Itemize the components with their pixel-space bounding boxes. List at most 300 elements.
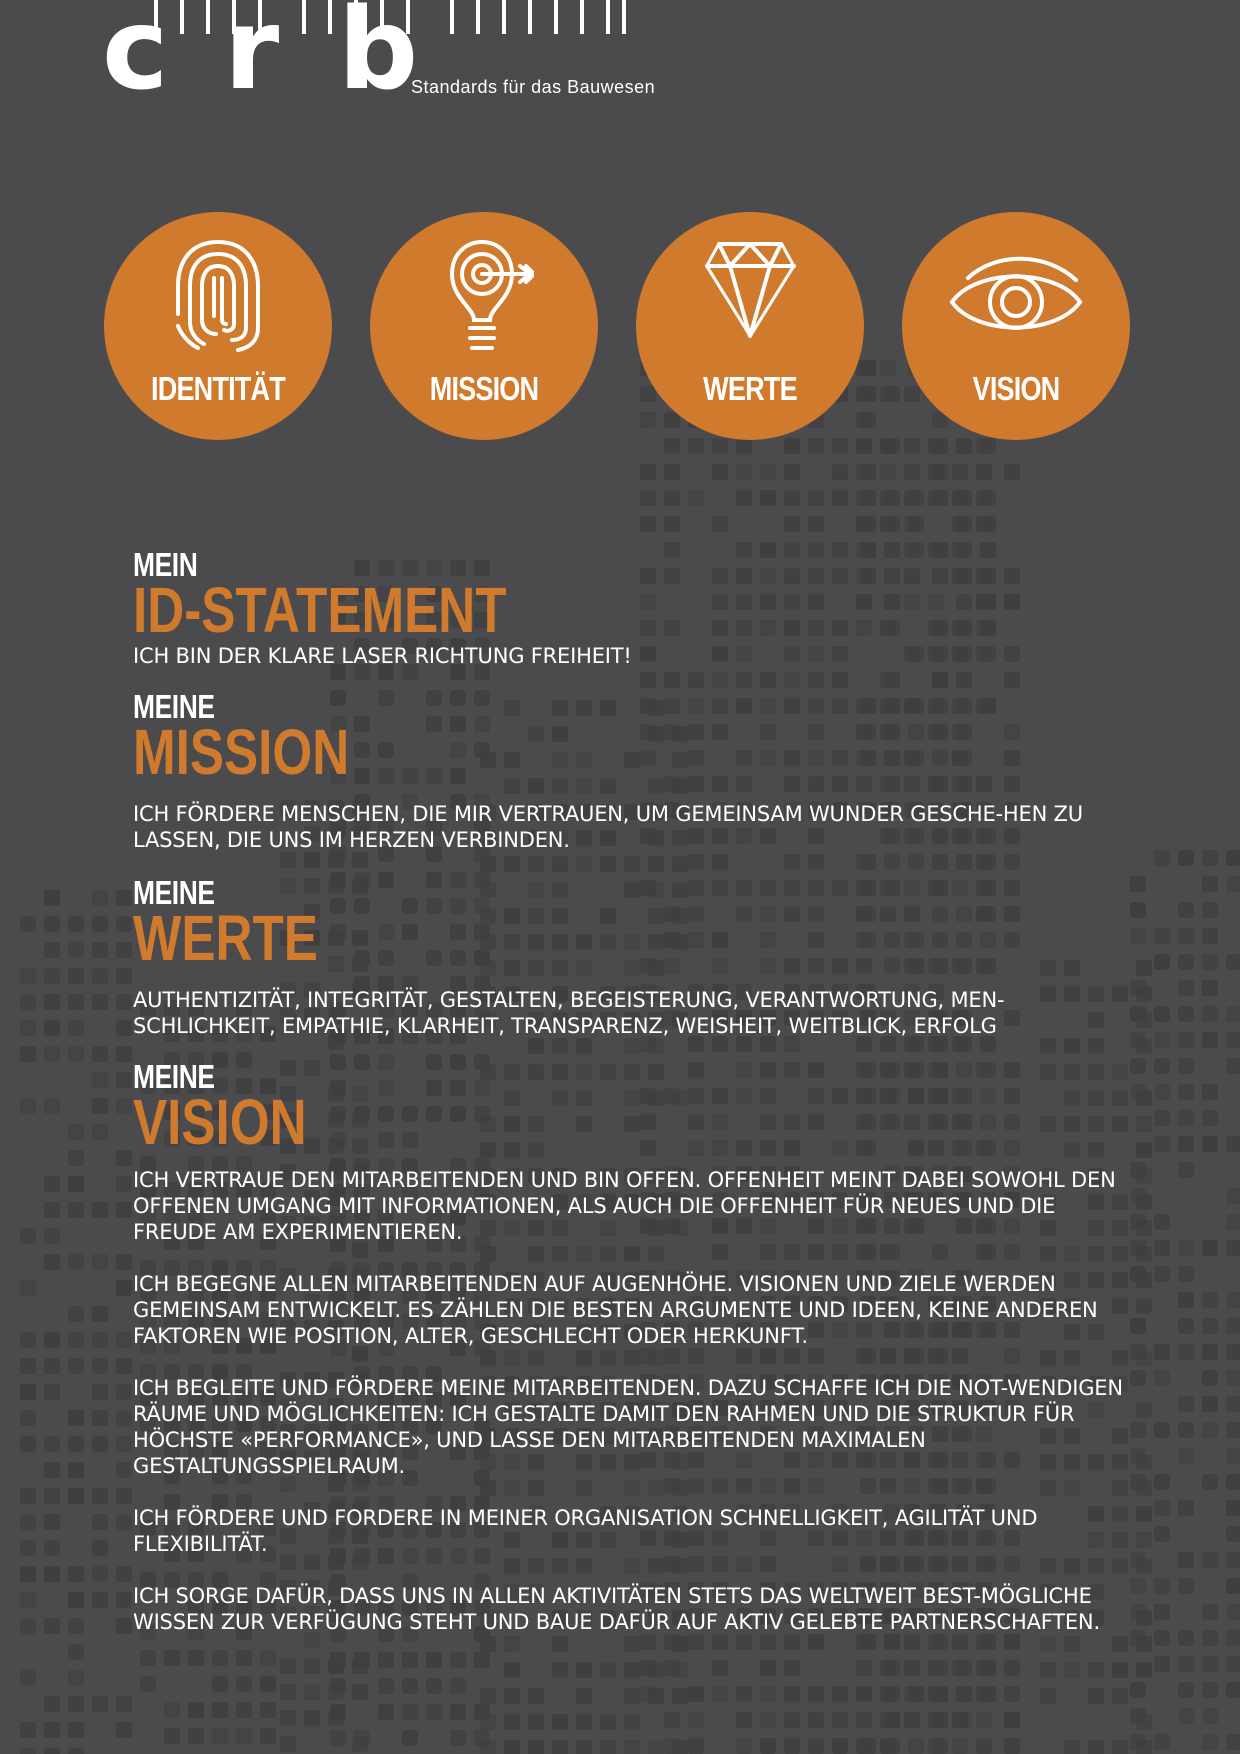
city-window xyxy=(44,890,60,906)
city-window xyxy=(260,1702,276,1718)
city-window xyxy=(1112,1662,1128,1678)
city-window xyxy=(280,1736,296,1752)
circle-werte xyxy=(636,212,864,440)
crb-logo xyxy=(102,0,702,115)
city-window xyxy=(552,1662,568,1678)
city-window xyxy=(260,1676,276,1692)
circle-vision xyxy=(902,212,1130,440)
city-window xyxy=(1004,1686,1020,1702)
circle-identitaet xyxy=(104,212,332,440)
city-window xyxy=(1226,1422,1240,1438)
city-window xyxy=(1202,1136,1218,1152)
city-window xyxy=(44,916,60,932)
city-window xyxy=(1202,1604,1218,1620)
city-window xyxy=(116,1410,132,1426)
city-window xyxy=(856,1686,872,1702)
city-window xyxy=(1202,1682,1218,1698)
city-window xyxy=(1226,1318,1240,1334)
city-window xyxy=(1088,1740,1104,1754)
city-window xyxy=(1130,1682,1146,1698)
section-kicker: MEIN xyxy=(133,546,198,583)
city-window xyxy=(856,1660,872,1676)
city-window xyxy=(20,1358,36,1374)
city-window xyxy=(378,1678,394,1694)
city-window xyxy=(1226,1630,1240,1646)
city-window xyxy=(116,968,132,984)
city-window xyxy=(664,1712,680,1728)
city-window xyxy=(20,1280,36,1296)
city-window xyxy=(860,1738,876,1754)
city-window xyxy=(1226,1214,1240,1230)
city-window xyxy=(140,1676,156,1692)
logo-bar xyxy=(554,0,558,34)
city-window xyxy=(1202,1032,1218,1048)
city-window xyxy=(1154,1266,1170,1282)
city-window xyxy=(260,1728,276,1744)
city-window xyxy=(760,1660,776,1676)
city-window xyxy=(980,490,996,506)
city-window xyxy=(976,464,992,480)
city-window xyxy=(92,994,108,1010)
city-window xyxy=(640,516,656,532)
city-window xyxy=(528,1740,544,1754)
city-window xyxy=(1226,1396,1240,1412)
city-window xyxy=(1226,1136,1240,1152)
city-window xyxy=(1178,1136,1194,1152)
city-window xyxy=(1226,1552,1240,1568)
city-window xyxy=(92,1540,108,1556)
city-window xyxy=(1178,1266,1194,1282)
city-window xyxy=(1130,1058,1146,1074)
city-window xyxy=(856,438,872,454)
city-window xyxy=(1136,1532,1152,1548)
circle-label-werte: WERTE xyxy=(703,370,797,407)
city-window xyxy=(20,1020,36,1036)
city-window xyxy=(116,1332,132,1348)
city-window xyxy=(20,1410,36,1426)
city-window xyxy=(808,1738,824,1754)
city-window xyxy=(760,1738,776,1754)
city-window xyxy=(68,1020,84,1036)
section-kicker: MEINE xyxy=(133,1058,215,1095)
city-window xyxy=(450,1678,466,1694)
city-window xyxy=(932,1738,948,1754)
city-window xyxy=(1136,1090,1152,1106)
city-window xyxy=(1202,1318,1218,1334)
city-window xyxy=(552,1740,568,1754)
city-window xyxy=(688,1686,704,1702)
logo-bar xyxy=(622,0,626,34)
city-window xyxy=(116,1384,132,1400)
city-window xyxy=(1202,980,1218,996)
circle-label-vision: VISION xyxy=(972,370,1060,407)
city-window xyxy=(624,1740,640,1754)
city-window xyxy=(68,1436,84,1452)
city-window xyxy=(188,1702,204,1718)
section-kicker: MEINE xyxy=(133,874,215,911)
city-window xyxy=(688,1712,704,1728)
logo-bar xyxy=(180,0,184,34)
city-window xyxy=(956,438,972,454)
city-window xyxy=(236,1676,252,1692)
city-window xyxy=(736,1738,752,1754)
city-window xyxy=(904,464,920,480)
city-window xyxy=(1136,1168,1152,1184)
city-window xyxy=(1154,1734,1170,1750)
section-text: AUTHENTIZITÄT, INTEGRITÄT, GESTALTEN, BEGEISTERUNG, VERANTWORTUNG, MEN-SCHLICHKEIT, EMPATHIE, KLARHEIT, TRANSPARENZ, WEISHEIT, WEITBLICK, ERFOLG xyxy=(133,988,1005,1038)
city-window xyxy=(20,1514,36,1530)
city-window xyxy=(68,942,84,958)
city-window xyxy=(212,1702,228,1718)
city-window xyxy=(1088,1662,1104,1678)
city-window xyxy=(1136,1298,1152,1314)
city-window xyxy=(648,1662,664,1678)
city-window xyxy=(1136,1194,1152,1210)
city-window xyxy=(44,1462,60,1478)
diamond-icon xyxy=(676,236,824,356)
city-window xyxy=(1154,1474,1170,1490)
city-window xyxy=(44,1566,60,1582)
city-window xyxy=(116,1150,132,1166)
city-window xyxy=(68,1332,84,1348)
city-window xyxy=(1154,1370,1170,1386)
city-window xyxy=(1040,1688,1056,1704)
city-window xyxy=(884,1686,900,1702)
section-title: WERTE xyxy=(133,902,318,974)
city-window xyxy=(116,942,132,958)
city-window xyxy=(92,1072,108,1088)
city-window xyxy=(1130,928,1146,944)
city-window xyxy=(1004,1738,1020,1754)
city-window xyxy=(980,1660,996,1676)
city-window xyxy=(20,1228,36,1244)
section-title: ID-STATEMENT xyxy=(133,574,507,646)
city-window xyxy=(116,1488,132,1504)
city-window xyxy=(68,1462,84,1478)
city-window xyxy=(402,1704,418,1720)
city-window xyxy=(1154,1136,1170,1152)
city-window xyxy=(956,516,972,532)
city-window xyxy=(20,1046,36,1062)
city-window xyxy=(68,1670,84,1686)
city-window xyxy=(1178,1292,1194,1308)
city-window xyxy=(1112,1688,1128,1704)
city-window xyxy=(1202,954,1218,970)
city-window xyxy=(20,1592,36,1608)
city-window xyxy=(528,1688,544,1704)
city-window xyxy=(68,1046,84,1062)
city-window xyxy=(68,1150,84,1166)
logo-letter-b: b xyxy=(338,0,419,115)
city-window xyxy=(44,1228,60,1244)
city-window xyxy=(784,1738,800,1754)
city-window xyxy=(1226,1032,1240,1048)
city-window xyxy=(116,1618,132,1634)
vision-paragraph: ICH BEGEGNE ALLEN MITARBEITENDEN AUF AUGENHÖHE. VISIONEN UND ZIELE WERDEN GEMEINSAM ENTWICKELT. ES ZÄHLEN DIE BESTEN ARGUMENTE UND IDEEN, KEINE ANDEREN FAKTOREN WIE POSITION, ALTER, GESCHLECHT ODER HERKUNFT. xyxy=(133,1272,1098,1348)
city-window xyxy=(236,1702,252,1718)
city-window xyxy=(1178,928,1194,944)
city-window xyxy=(980,1686,996,1702)
city-window xyxy=(1154,1500,1170,1516)
city-window xyxy=(1178,1682,1194,1698)
city-window xyxy=(92,942,108,958)
city-window xyxy=(576,1740,592,1754)
city-window xyxy=(1178,1500,1194,1516)
city-window xyxy=(956,1712,972,1728)
city-window xyxy=(1202,1552,1218,1568)
city-window xyxy=(908,516,924,532)
city-window xyxy=(92,1488,108,1504)
city-window xyxy=(672,1688,688,1704)
city-window xyxy=(1136,1454,1152,1470)
city-window xyxy=(1154,1006,1170,1022)
city-window xyxy=(378,1704,394,1720)
city-window xyxy=(784,516,800,532)
city-window xyxy=(280,1710,296,1726)
city-window xyxy=(904,1660,920,1676)
city-window xyxy=(808,516,824,532)
city-window xyxy=(1178,1058,1194,1074)
city-window xyxy=(1004,1712,1020,1728)
city-window xyxy=(1178,1396,1194,1412)
vision-paragraph: ICH FÖRDERE UND FORDERE IN MEINER ORGANISATION SCHNELLIGKEIT, AGILITÄT UND FLEXIBILITÄT. xyxy=(133,1506,1038,1556)
city-window xyxy=(92,1124,108,1140)
city-window xyxy=(92,1046,108,1062)
city-window xyxy=(44,1254,60,1270)
statement-content xyxy=(133,548,1123,1661)
city-window xyxy=(832,490,848,506)
city-window xyxy=(44,1436,60,1452)
section-werte xyxy=(133,876,1123,1060)
city-window xyxy=(1154,1032,1170,1048)
city-window xyxy=(20,1670,36,1686)
city-window xyxy=(640,412,656,428)
city-window xyxy=(1004,464,1020,480)
city-window xyxy=(1202,876,1218,892)
city-window xyxy=(648,1740,664,1754)
city-window xyxy=(1130,1422,1146,1438)
city-window xyxy=(68,1358,84,1374)
city-window xyxy=(1226,1578,1240,1594)
city-window xyxy=(1226,1500,1240,1516)
city-window xyxy=(664,490,680,506)
city-window xyxy=(860,464,876,480)
city-window xyxy=(20,1436,36,1452)
city-window xyxy=(1178,1630,1194,1646)
city-window xyxy=(1130,1578,1146,1594)
city-window xyxy=(956,490,972,506)
lightbulb-target-icon xyxy=(434,236,534,356)
city-window xyxy=(164,1702,180,1718)
city-window xyxy=(68,968,84,984)
city-window xyxy=(92,1098,108,1114)
city-window xyxy=(328,1684,344,1700)
section-vision xyxy=(133,1060,1123,1635)
city-window xyxy=(600,1662,616,1678)
city-window xyxy=(1154,954,1170,970)
city-window xyxy=(1178,1006,1194,1022)
city-window xyxy=(576,1688,592,1704)
city-window xyxy=(116,916,132,932)
city-window xyxy=(1226,1526,1240,1542)
city-window xyxy=(832,464,848,480)
city-window xyxy=(116,1254,132,1270)
city-window xyxy=(1178,1448,1194,1464)
city-window xyxy=(932,1712,948,1728)
city-window xyxy=(92,1592,108,1608)
city-window xyxy=(552,1714,568,1730)
city-window xyxy=(1136,1480,1152,1496)
city-window xyxy=(1202,928,1218,944)
city-window xyxy=(1202,1396,1218,1412)
city-window xyxy=(92,1566,108,1582)
city-window xyxy=(68,916,84,932)
city-window xyxy=(44,1748,60,1754)
city-window xyxy=(1226,1058,1240,1074)
city-window xyxy=(908,1738,924,1754)
city-window xyxy=(1202,1708,1218,1724)
city-window xyxy=(1004,1660,1020,1676)
city-window xyxy=(976,1738,992,1754)
city-window xyxy=(1136,1012,1152,1028)
city-window xyxy=(116,1514,132,1530)
city-window xyxy=(784,490,800,506)
city-window xyxy=(880,464,896,480)
city-window xyxy=(712,464,728,480)
city-window xyxy=(576,1662,592,1678)
city-window xyxy=(1136,1402,1152,1418)
city-window xyxy=(20,1618,36,1634)
city-window xyxy=(932,438,948,454)
city-window xyxy=(688,438,704,454)
city-window xyxy=(980,516,996,532)
city-window xyxy=(1202,1110,1218,1126)
city-window xyxy=(44,1514,60,1530)
city-window xyxy=(1178,1578,1194,1594)
city-window xyxy=(116,1046,132,1062)
logo-bar xyxy=(580,0,584,34)
city-window xyxy=(904,1712,920,1728)
city-window xyxy=(480,1688,496,1704)
city-window xyxy=(1040,1662,1056,1678)
city-window xyxy=(328,1710,344,1726)
city-window xyxy=(1178,1708,1194,1724)
section-text: ICH BIN DER KLARE LASER RICHTUNG FREIHEIT! xyxy=(133,644,632,668)
city-window xyxy=(956,1686,972,1702)
city-window xyxy=(116,1072,132,1088)
city-window xyxy=(1154,1344,1170,1360)
city-window xyxy=(116,1020,132,1036)
city-window xyxy=(236,1728,252,1744)
city-window xyxy=(832,1686,848,1702)
section-title: MISSION xyxy=(133,716,350,788)
city-window xyxy=(1226,954,1240,970)
city-window xyxy=(116,1566,132,1582)
city-window xyxy=(116,1098,132,1114)
city-window xyxy=(480,1740,496,1754)
city-window xyxy=(44,1098,60,1114)
city-window xyxy=(1136,986,1152,1002)
city-window xyxy=(68,1722,84,1738)
city-window xyxy=(712,516,728,532)
city-window xyxy=(672,1740,688,1754)
circle-label-mission: MISSION xyxy=(429,370,539,407)
city-window xyxy=(426,1678,442,1694)
city-window xyxy=(1226,1448,1240,1464)
city-window xyxy=(304,1710,320,1726)
city-window xyxy=(860,360,876,376)
city-window xyxy=(904,386,920,402)
city-window xyxy=(504,1688,520,1704)
city-window xyxy=(1202,1344,1218,1360)
logo-bar xyxy=(206,0,210,34)
city-window xyxy=(860,490,876,506)
city-window xyxy=(68,1124,84,1140)
city-window xyxy=(1154,1240,1170,1256)
city-window xyxy=(1178,954,1194,970)
city-window xyxy=(212,1728,228,1744)
city-window xyxy=(68,1488,84,1504)
city-window xyxy=(952,464,968,480)
city-window xyxy=(116,1280,132,1296)
city-window xyxy=(1136,1220,1152,1236)
city-window xyxy=(1226,1656,1240,1672)
city-window xyxy=(44,942,60,958)
city-window xyxy=(860,516,876,532)
city-window xyxy=(44,1384,60,1400)
city-window xyxy=(1226,1474,1240,1490)
city-window xyxy=(1130,876,1146,892)
city-window xyxy=(1154,1578,1170,1594)
city-window xyxy=(92,1358,108,1374)
city-window xyxy=(884,1738,900,1754)
city-window xyxy=(1154,1656,1170,1672)
city-window xyxy=(1178,1240,1194,1256)
city-window xyxy=(44,994,60,1010)
city-window xyxy=(1178,1344,1194,1360)
city-window xyxy=(672,1662,688,1678)
city-window xyxy=(1226,1604,1240,1620)
city-window xyxy=(528,1714,544,1730)
city-window xyxy=(856,1712,872,1728)
city-window xyxy=(736,490,752,506)
city-window xyxy=(68,1566,84,1582)
city-window xyxy=(884,516,900,532)
city-window xyxy=(760,464,776,480)
city-window xyxy=(504,1714,520,1730)
city-window xyxy=(20,1098,36,1114)
city-window xyxy=(1130,1370,1146,1386)
city-window xyxy=(68,1176,84,1192)
city-window xyxy=(884,1712,900,1728)
city-window xyxy=(1202,1292,1218,1308)
city-window xyxy=(44,1202,60,1218)
city-window xyxy=(784,1712,800,1728)
city-window xyxy=(1154,1110,1170,1126)
city-window xyxy=(164,1728,180,1744)
city-window xyxy=(712,438,728,454)
city-window xyxy=(68,1254,84,1270)
city-window xyxy=(1226,1344,1240,1360)
city-window xyxy=(860,412,876,428)
city-window xyxy=(68,1202,84,1218)
city-window xyxy=(932,1686,948,1702)
city-window xyxy=(904,438,920,454)
city-window xyxy=(68,1644,84,1660)
city-window xyxy=(1154,1422,1170,1438)
city-window xyxy=(624,1714,640,1730)
city-window xyxy=(880,360,896,376)
